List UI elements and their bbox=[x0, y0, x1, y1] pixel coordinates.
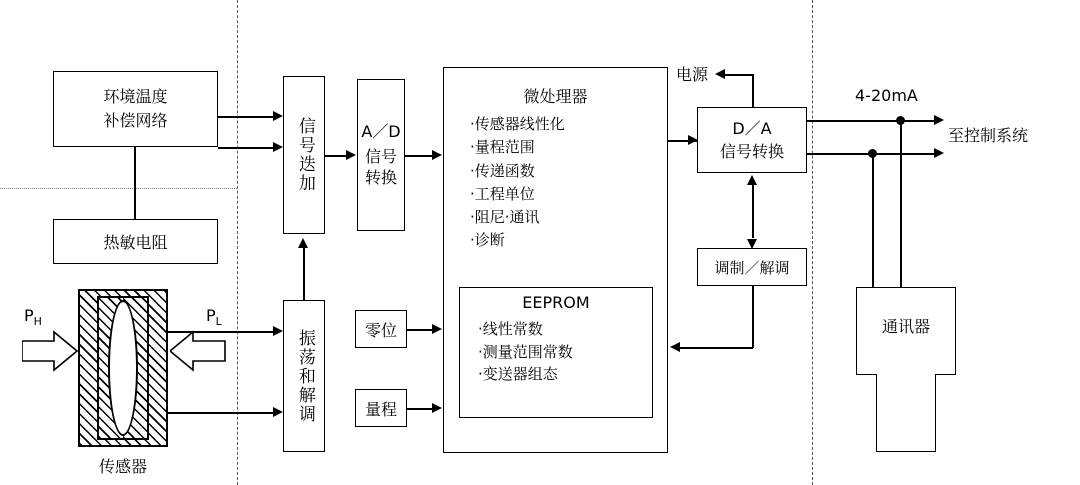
block-modem[interactable] bbox=[697, 248, 807, 286]
wire-comm-tap-left bbox=[872, 153, 874, 288]
modem-label: 调制／解调 bbox=[714, 258, 790, 277]
block-zero[interactable] bbox=[355, 310, 407, 348]
da-line-2: 信号转换 bbox=[719, 142, 784, 161]
arrow-power bbox=[715, 69, 725, 79]
arrow-sensor-to-osc-bottom bbox=[273, 407, 283, 417]
temp-comp-line-1: 环境温度 bbox=[103, 87, 168, 106]
block-span[interactable] bbox=[355, 389, 407, 427]
block-temp-compensation[interactable] bbox=[53, 71, 218, 147]
ad-line-1: A／D bbox=[361, 122, 401, 142]
block-da-converter[interactable] bbox=[697, 107, 807, 173]
mcu-item: ·量程范围 bbox=[470, 138, 535, 157]
thermistor-label: 热敏电阻 bbox=[103, 233, 168, 252]
power-label: 电源 bbox=[676, 65, 709, 84]
wire-tempcomp-to-adder bbox=[218, 116, 276, 118]
wire-da-power-up bbox=[752, 74, 754, 107]
pl-pressure-arrow bbox=[170, 330, 226, 372]
wire-da-out-top bbox=[807, 120, 937, 122]
arrow-da-to-modem bbox=[747, 239, 757, 249]
ad-line-2: 信号 bbox=[364, 146, 397, 166]
pl-subscript: L bbox=[215, 315, 222, 329]
wire-span-to-mcu bbox=[407, 408, 435, 410]
mcu-item: ·传递函数 bbox=[470, 161, 535, 180]
arrow-span-to-mcu bbox=[432, 403, 442, 413]
eeprom-item: ·测量范围常数 bbox=[478, 342, 573, 361]
sensor-membrane bbox=[108, 300, 138, 436]
block-thermistor[interactable] bbox=[53, 219, 218, 264]
mcu-item: ·阻尼·通讯 bbox=[470, 208, 540, 226]
mcu-item: ·传感器线性化 bbox=[470, 115, 565, 133]
wire-sensor-to-osc-bottom bbox=[168, 412, 276, 414]
divider-right bbox=[812, 0, 813, 485]
communicator-line-1: 通讯 bbox=[881, 317, 914, 336]
arrow-adder-to-ad bbox=[346, 150, 356, 160]
communicator-label bbox=[866, 316, 946, 338]
wire-modem-to-mcu bbox=[678, 347, 753, 349]
temp-comp-line-2: 补偿网络 bbox=[103, 111, 168, 130]
osc-demod-label: 振荡和解调 bbox=[294, 328, 315, 424]
arrow-mcu-to-da bbox=[688, 135, 698, 145]
sensor-label: 传感器 bbox=[98, 457, 147, 476]
block-signal-adder[interactable] bbox=[283, 76, 325, 234]
arrow-ad-to-mcu bbox=[432, 150, 442, 160]
mcu-title: 微处理器 bbox=[523, 87, 588, 106]
span-label: 量程 bbox=[364, 399, 397, 419]
block-ad-converter[interactable] bbox=[357, 79, 405, 231]
pl-symbol: P bbox=[206, 306, 216, 325]
mcu-item: ·诊断 bbox=[470, 231, 505, 250]
eeprom-item: ·变送器组态 bbox=[478, 365, 558, 383]
arrow-tempcomp-to-adder bbox=[273, 111, 283, 121]
wire-power-left bbox=[722, 74, 754, 76]
block-oscillator-demodulator[interactable] bbox=[283, 300, 325, 452]
wire-sensor-to-osc-top bbox=[168, 331, 276, 333]
ad-line-3: 转换 bbox=[364, 168, 397, 188]
eeprom-title: EEPROM bbox=[522, 293, 590, 312]
block-communicator-base[interactable] bbox=[876, 374, 936, 452]
arrow-modem-to-da bbox=[747, 175, 757, 185]
arrow-da-out-bottom bbox=[934, 148, 944, 158]
ph-pressure-arrow bbox=[22, 330, 78, 372]
da-line-1: D／A bbox=[732, 118, 772, 138]
pl-label bbox=[206, 306, 222, 328]
wire-modem-down bbox=[752, 286, 754, 348]
arrow-da-out-top bbox=[934, 115, 944, 125]
arrow-tempcomp-bottom-to-adder bbox=[273, 142, 283, 152]
wire-osc-to-adder bbox=[303, 248, 305, 300]
arrow-modem-to-mcu bbox=[670, 342, 680, 352]
signal-adder-label: 信号迭加 bbox=[294, 117, 315, 193]
arrow-sensor-to-osc-top bbox=[273, 326, 283, 336]
wire-zero-to-mcu bbox=[407, 329, 435, 331]
current-range-label: 4-20mA bbox=[855, 86, 918, 105]
ph-subscript: H bbox=[33, 315, 42, 329]
ph-symbol: P bbox=[24, 306, 34, 325]
wire-tempcomp-bottom bbox=[218, 147, 276, 149]
divider-horizontal bbox=[0, 188, 237, 189]
wire-da-modem bbox=[752, 184, 754, 238]
communicator-line-2: 器 bbox=[914, 317, 931, 336]
eeprom-item: ·线性常数 bbox=[478, 320, 543, 338]
arrow-osc-to-adder bbox=[298, 238, 308, 248]
zero-label: 零位 bbox=[364, 320, 397, 340]
ph-label bbox=[24, 306, 42, 328]
block-eeprom[interactable] bbox=[459, 287, 653, 418]
wire-ad-to-mcu bbox=[405, 155, 435, 157]
wire-comm-tap-right bbox=[900, 120, 902, 288]
mcu-item: ·工程单位 bbox=[470, 184, 535, 203]
wire-thermistor-up bbox=[134, 147, 136, 219]
arrow-zero-to-mcu bbox=[432, 324, 442, 334]
to-control-system-label: 至控制系统 bbox=[948, 126, 1029, 145]
